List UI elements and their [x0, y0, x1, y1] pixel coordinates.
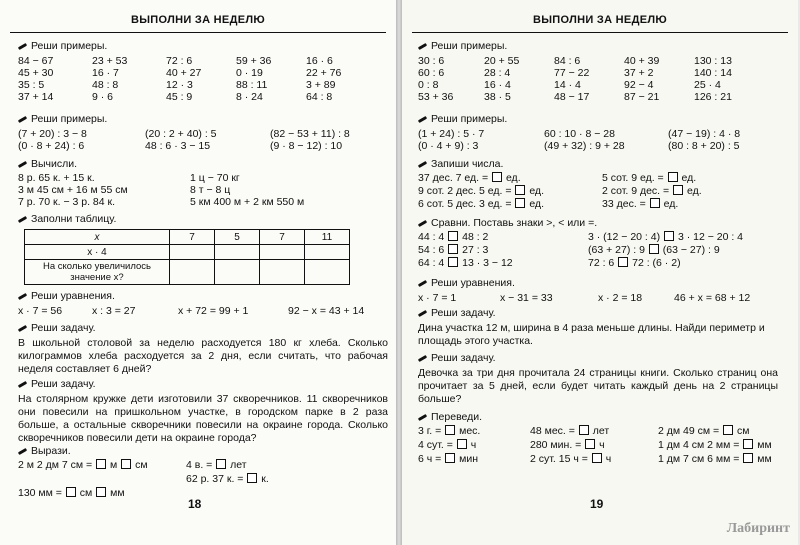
- section-title: Переведи.: [431, 411, 483, 423]
- compare-line: 54 : 6 27 : 3: [418, 244, 489, 256]
- right-examples-section: [418, 40, 778, 103]
- table-cell: 7: [170, 230, 215, 245]
- equation: x · 2 = 18: [598, 292, 643, 304]
- example: 12 · 3: [166, 79, 193, 91]
- express-line: 62 р. 37 к. = к.: [186, 473, 269, 485]
- example: 60 : 6: [418, 67, 445, 79]
- example: (9 · 8 − 12) : 10: [270, 140, 343, 152]
- example: 8 · 24: [236, 91, 263, 103]
- section-title: Реши уравнения.: [31, 290, 115, 302]
- example: 9 · 6: [92, 91, 114, 103]
- answer-box[interactable]: [664, 231, 674, 241]
- example: (49 + 32) : 9 + 28: [544, 140, 625, 152]
- example: (0 · 4 + 9) : 3: [418, 140, 479, 152]
- compute-grid: [18, 172, 388, 208]
- answer-box[interactable]: [515, 198, 525, 208]
- equation: 92 − x = 43 + 14: [288, 305, 365, 317]
- section-title: Реши уравнения.: [431, 277, 515, 289]
- number-line: 6 сот. 5 дес. 3 ед. = ед.: [418, 198, 544, 210]
- left-task2-section: [18, 378, 388, 445]
- example: (47 − 19) : 4 · 8: [668, 128, 741, 140]
- example: 40 + 27: [166, 67, 202, 79]
- expression: 3 м 45 см + 16 м 55 см: [18, 184, 128, 196]
- example: 53 + 36: [418, 91, 454, 103]
- task-text: Девочка за три дня прочитала 24 страницы книги. Сколько страниц она прочитает за 5 дней, если будет читать каждый день на 2 страницы больше?: [418, 367, 778, 405]
- table-cell-empty[interactable]: [305, 260, 350, 285]
- answer-box[interactable]: [448, 244, 458, 254]
- example: 23 + 53: [92, 55, 128, 67]
- example: 88 : 11: [236, 79, 268, 91]
- example: 0 · 19: [236, 67, 263, 79]
- example: 84 − 67: [18, 55, 54, 67]
- example: (20 : 2 + 40) : 5: [145, 128, 217, 140]
- answer-box[interactable]: [96, 459, 106, 469]
- example: 48 : 6 · 3 − 15: [145, 140, 211, 152]
- compare-line: 44 : 4 48 : 2: [418, 231, 489, 243]
- convert-line: 48 мес. = лет: [530, 425, 610, 437]
- compare-line: (63 + 27) : 9 (63 − 27) : 9: [588, 244, 720, 256]
- left-compute-section: [18, 158, 388, 208]
- pen-icon: [18, 116, 27, 123]
- right-convert-section: [418, 411, 788, 469]
- answer-box[interactable]: [650, 198, 660, 208]
- left-express-section: [18, 445, 388, 503]
- example: 28 : 4: [484, 67, 511, 79]
- table-cell: 7: [260, 230, 305, 245]
- answer-box[interactable]: [649, 244, 659, 254]
- answer-box[interactable]: [121, 459, 131, 469]
- page-number: 19: [590, 497, 604, 511]
- task-text: Дина участка 12 м, ширина в 4 раза меньше длины. Найди периметр и площадь этого участка.: [418, 322, 765, 347]
- example: 37 + 2: [624, 67, 654, 79]
- example: 3 + 89: [306, 79, 336, 91]
- answer-box[interactable]: [448, 231, 458, 241]
- pen-icon: [418, 161, 427, 168]
- left-equations-section: [18, 290, 388, 317]
- task-text: На столярном кружке дети изготовили 37 скворечников. 11 скворечников они повесили на пришкольном участке, в городском парке в 2 раза больше, а остальные скворечники повесили на окраине города. Сколько скворечников повесили дети на окраине города?: [18, 393, 388, 444]
- answer-box[interactable]: [723, 425, 733, 435]
- answer-box[interactable]: [592, 453, 602, 463]
- example: 40 + 39: [624, 55, 660, 67]
- example: 84 : 6: [554, 55, 581, 67]
- answer-box[interactable]: [743, 453, 753, 463]
- left-examples-section: [18, 40, 388, 103]
- pen-icon: [418, 43, 427, 50]
- convert-line: 2 сут. 15 ч = ч: [530, 453, 612, 465]
- equation: x · 7 = 1: [418, 292, 457, 304]
- example: 16 · 7: [92, 67, 119, 79]
- table-cell: x · 4: [25, 245, 170, 260]
- pen-icon: [418, 116, 427, 123]
- table-cell-empty[interactable]: [260, 260, 305, 285]
- section-title: Реши задачу.: [431, 352, 496, 364]
- left-page: [0, 0, 396, 545]
- compare-line: 64 : 4 13 · 3 − 12: [418, 257, 513, 269]
- example: 48 : 8: [92, 79, 119, 91]
- left-table-section: [18, 213, 388, 285]
- table-cell-empty[interactable]: [170, 260, 215, 285]
- section-title: Сравни. Поставь знаки >, < или =.: [431, 217, 598, 229]
- example: 45 : 9: [166, 91, 193, 103]
- example: 35 : 5: [18, 79, 45, 91]
- table-cell-empty[interactable]: [305, 245, 350, 260]
- pen-icon: [18, 216, 27, 223]
- right-task2-section: [418, 352, 778, 406]
- table-cell: 11: [305, 230, 350, 245]
- example: 130 : 13: [694, 55, 732, 67]
- equation: x : 3 = 27: [92, 305, 136, 317]
- convert-line: 3 г. = мес.: [418, 425, 481, 437]
- expression: 7 р. 70 к. − 3 р. 84 к.: [18, 196, 116, 208]
- expression: 8 т − 8 ц: [190, 184, 231, 196]
- right-page: [402, 0, 798, 545]
- answer-box[interactable]: [457, 439, 467, 449]
- section-title: Вычисли.: [31, 158, 78, 170]
- example: (0 · 8 + 24) : 6: [18, 140, 85, 152]
- example: 38 · 5: [484, 91, 511, 103]
- example: 48 − 17: [554, 91, 590, 103]
- fill-table: [24, 229, 350, 285]
- section-title: Реши примеры.: [31, 40, 108, 52]
- answer-box[interactable]: [673, 185, 683, 195]
- pen-icon: [418, 414, 427, 421]
- example: (82 − 53 + 11) : 8: [270, 128, 350, 140]
- section-title: Реши задачу.: [31, 378, 96, 390]
- expression: 1 ц − 70 кг: [190, 172, 240, 184]
- task-text: В школьной столовой за неделю расходуется 180 кг хлеба. Сколько килограммов хлеба расходуется за 2 дня, если считать, что рабочая неделя составляет 6 дней?: [18, 337, 388, 375]
- example: 87 − 21: [624, 91, 660, 103]
- answer-box[interactable]: [216, 459, 226, 469]
- number-line: 37 дес. 7 ед. = ед.: [418, 172, 521, 184]
- section-title: Реши задачу.: [31, 322, 96, 334]
- example: 37 + 14: [18, 91, 54, 103]
- number-line: 2 сот. 9 дес. = ед.: [602, 185, 702, 197]
- right-compare-section: [418, 217, 778, 271]
- right-page-header: ВЫПОЛНИ ЗА НЕДЕЛЮ: [412, 10, 788, 33]
- equations-grid: [418, 292, 778, 304]
- labirint-logo: Лабиринт: [726, 521, 790, 536]
- convert-line: 1 дм 4 см 2 мм = мм: [658, 439, 772, 451]
- answer-box[interactable]: [618, 257, 628, 267]
- table-cell: На сколько увеличилось значение x?: [25, 260, 170, 285]
- section-title: Запиши числа.: [431, 158, 504, 170]
- equation: x · 7 = 56: [18, 305, 63, 317]
- convert-line: 1 дм 7 см 6 мм = мм: [658, 453, 772, 465]
- right-equations-section: [418, 277, 778, 304]
- table-cell-empty[interactable]: [170, 245, 215, 260]
- example: 30 : 6: [418, 55, 445, 67]
- section-title: Реши примеры.: [431, 113, 508, 125]
- convert-line: 2 дм 49 см = см: [658, 425, 750, 437]
- express-line: 4 в. = лет: [186, 459, 247, 471]
- equation: x − 31 = 33: [500, 292, 553, 304]
- answer-box[interactable]: [515, 185, 525, 195]
- example: 77 − 22: [554, 67, 590, 79]
- number-line: 5 сот. 9 ед. = ед.: [602, 172, 697, 184]
- answer-box[interactable]: [585, 439, 595, 449]
- answer-box[interactable]: [247, 473, 257, 483]
- answer-box[interactable]: [66, 487, 76, 497]
- example: 60 : 10 · 8 − 28: [544, 128, 615, 140]
- example: 140 : 14: [694, 67, 732, 79]
- example: (7 + 20) : 3 − 8: [18, 128, 87, 140]
- equations-grid: [18, 305, 388, 317]
- express-line: 130 мм = см мм: [18, 487, 125, 499]
- table-cell-empty[interactable]: [260, 245, 305, 260]
- page-number: 18: [188, 497, 202, 511]
- example: (80 : 8 + 20) : 5: [668, 140, 740, 152]
- compare-line: 72 : 6 72 : (6 · 2): [588, 257, 681, 269]
- pen-icon: [18, 161, 27, 168]
- convert-line: 280 мин. = ч: [530, 439, 605, 451]
- example: 0 : 8: [418, 79, 439, 91]
- convert-line: 4 сут. = ч: [418, 439, 477, 451]
- example: 22 + 76: [306, 67, 342, 79]
- table-cell: 5: [215, 230, 260, 245]
- example: (1 + 24) : 5 · 7: [418, 128, 485, 140]
- left-examples2-section: [18, 113, 388, 152]
- examples-grid: [418, 55, 778, 103]
- express-line: 2 м 2 дм 7 см = м см: [18, 459, 148, 471]
- example: 20 + 55: [484, 55, 520, 67]
- pen-icon: [18, 293, 27, 300]
- example: 59 + 36: [236, 55, 272, 67]
- answer-box[interactable]: [445, 425, 455, 435]
- example: 16 · 6: [306, 55, 333, 67]
- pen-icon: [418, 220, 427, 227]
- example: 45 + 30: [18, 67, 54, 79]
- answer-box[interactable]: [445, 453, 455, 463]
- section-title: Заполни таблицу.: [31, 213, 117, 225]
- expression: 5 км 400 м + 2 км 550 м: [190, 196, 305, 208]
- examples2-grid: [418, 128, 778, 152]
- answer-box[interactable]: [668, 172, 678, 182]
- examples-grid: [18, 55, 388, 103]
- table-cell-empty[interactable]: [215, 260, 260, 285]
- compare-line: 3 · (12 − 20 : 4) 3 · 12 − 20 : 4: [588, 231, 744, 243]
- number-line: 33 дес. = ед.: [602, 198, 679, 210]
- pen-icon: [418, 310, 427, 317]
- answer-box[interactable]: [96, 487, 106, 497]
- expression: 8 р. 65 к. + 15 к.: [18, 172, 95, 184]
- section-title: Реши задачу.: [431, 307, 496, 319]
- example: 126 : 21: [694, 91, 732, 103]
- example: 14 · 4: [554, 79, 581, 91]
- right-numbers-section: [418, 158, 778, 212]
- example: 92 − 4: [624, 79, 654, 91]
- pen-icon: [18, 325, 27, 332]
- equation: 46 + x = 68 + 12: [674, 292, 751, 304]
- table-cell: x: [25, 230, 170, 245]
- table-cell-empty[interactable]: [215, 245, 260, 260]
- answer-box[interactable]: [448, 257, 458, 267]
- pen-icon: [18, 381, 27, 388]
- pen-icon: [418, 280, 427, 287]
- right-examples2-section: [418, 113, 778, 152]
- section-title: Вырази.: [31, 445, 71, 457]
- section-title: Реши примеры.: [431, 40, 508, 52]
- example: 72 : 6: [166, 55, 193, 67]
- left-task1-section: [18, 322, 388, 376]
- pen-icon: [418, 355, 427, 362]
- convert-line: 6 ч = мин: [418, 453, 479, 465]
- number-line: 9 сот. 2 дес. 5 ед. = ед.: [418, 185, 544, 197]
- equation: x + 72 = 99 + 1: [178, 305, 249, 317]
- answer-box[interactable]: [743, 439, 753, 449]
- example: 25 · 4: [694, 79, 721, 91]
- right-task1-section: [418, 307, 778, 348]
- pen-icon: [18, 448, 27, 455]
- pen-icon: [18, 43, 27, 50]
- answer-box[interactable]: [492, 172, 502, 182]
- examples2-grid: [18, 128, 388, 152]
- left-page-header: ВЫПОЛНИ ЗА НЕДЕЛЮ: [10, 10, 386, 33]
- example: 16 · 4: [484, 79, 511, 91]
- section-title: Реши примеры.: [31, 113, 108, 125]
- example: 64 : 8: [306, 91, 333, 103]
- answer-box[interactable]: [579, 425, 589, 435]
